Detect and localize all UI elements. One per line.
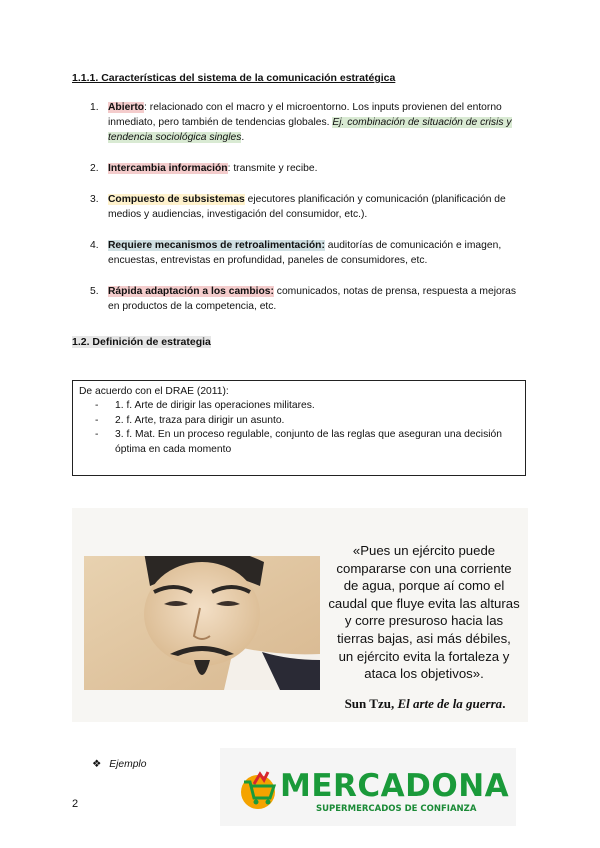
item-key: Rápida adaptación a los cambios: (108, 286, 274, 297)
item-text: : relacionado con el macro y el microentorno. Los inputs provienen del entorno inmediato, pero también de tendencias globales. (108, 102, 502, 128)
definition-entry: - 1. f. Arte de dirigir las operaciones militares. (95, 400, 315, 411)
item-key: Intercambia información (108, 163, 228, 174)
definition-box (72, 380, 526, 476)
mercadona-logo (220, 748, 516, 826)
definition-entry: - 3. f. Mat. En un proceso regulable, conjunto de las reglas que aseguran una decisión óptima en cada momento (95, 429, 502, 455)
list-item: 4. Requiere mecanismos de retroalimentación: auditorías de comunicación e imagen, encuestas, entrevistas en profundidad, paneles de consumidores, etc. (90, 240, 502, 266)
definition-entry: - 2. f. Arte, traza para dirigir un asunto. (95, 414, 285, 426)
sun-tzu-portrait (84, 556, 320, 690)
characteristics-list (90, 100, 530, 330)
item-text: comunicados, notas de prensa, respuesta a mejoras en productos de la competencia, etc. (108, 286, 517, 312)
section-title-estrategia: 1.2. Definición de estrategia (72, 336, 211, 348)
page-number: 2 (72, 798, 79, 810)
item-key: Abierto (108, 102, 145, 113)
diamond-bullet-icon: ❖ (92, 759, 102, 770)
item-key: Requiere mecanismos de retroalimentación: (108, 240, 325, 251)
section-title-caracteristicas: 1.1.1. Características del sistema de la comunicación estratégica (72, 72, 396, 84)
sun-tzu-quote: «Pues un ejército puede compararse con una corriente de agua, porque aí como el caudal que fluye evita las alturas y corre presuroso hacia las tierras bajas, asi más débiles, un ejército evita la fortaleza y ataca los objetivos». (328, 543, 520, 682)
list-item: 1. Abierto: relacionado con el macro y el microentorno. Los inputs provienen del entorno inmediato, pero también de tendencias globales. Ej. combinación de situación de crisis y tendencia sociológica singles. (90, 102, 512, 143)
portrait-illustration (84, 556, 320, 690)
definition-intro: De acuerdo con el DRAE (2011): (79, 386, 229, 397)
item-text: : transmite y recibe. (227, 163, 318, 174)
item-text: auditorías de comunicación e imagen, encuestas, entrevistas en profundidad, paneles de consumidores, etc. (108, 240, 502, 266)
item-text: ejecutores planificación y comunicación (planificación de medios y audiencias, investigación del consumidor, etc.). (108, 194, 506, 220)
quote-attribution: Sun Tzu, El arte de la guerra. (344, 696, 506, 711)
list-item: 3. Compuesto de subsistemas ejecutores planificación y comunicación (planificación de medios y audiencias, investigación del consumidor, etc.). (90, 194, 506, 220)
list-item: 5. Rápida adaptación a los cambios: comunicados, notas de prensa, respuesta a mejoras en productos de la competencia, etc. (90, 286, 517, 312)
item-example: Ej. combinación de situación de crisis y tendencia sociológica singles (108, 117, 512, 143)
brand-name: MERCADONA (280, 768, 510, 804)
list-item: 2. Intercambia información: transmite y recibe. (90, 163, 318, 174)
brand-tagline: SUPERMERCADOS DE CONFIANZA (316, 804, 477, 814)
example-bullet: ❖ Ejemplo (92, 759, 147, 770)
item-key: Compuesto de subsistemas (108, 194, 245, 205)
definition-list (79, 399, 519, 457)
